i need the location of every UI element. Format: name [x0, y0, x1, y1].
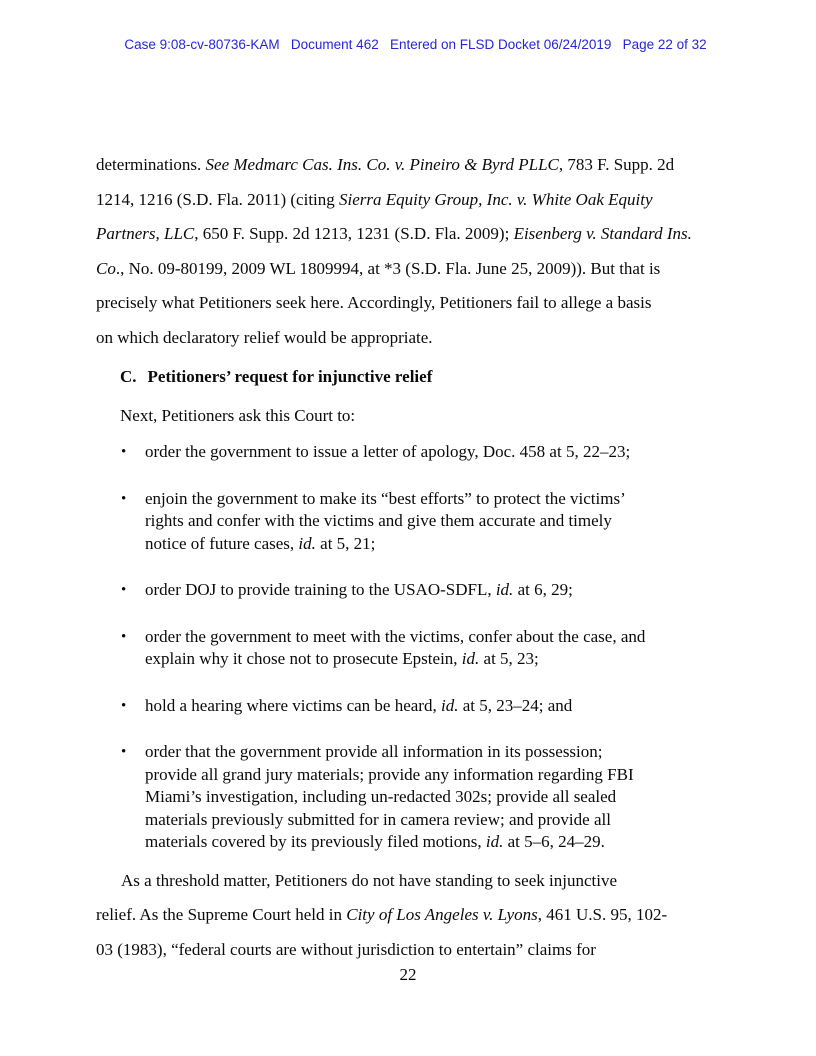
- list-item-text: order the government to meet with the victims, confer about the case, and explain why it chose not to prosecute Epstein, id. at 5, 23;: [145, 626, 646, 668]
- bullet-list: [96, 441, 720, 854]
- list-item: [96, 626, 720, 671]
- page-footer: [0, 963, 816, 987]
- bullet-icon: •: [121, 582, 127, 598]
- section-heading-label: C.: [120, 367, 137, 386]
- list-item: [96, 441, 720, 464]
- docket-header-text: Case 9:08-cv-80736-KAM Document 462 Entered on FLSD Docket 06/24/2019 Page 22 of 32: [124, 37, 707, 52]
- opening-paragraph: determinations. See Medmarc Cas. Ins. Co. v. Pineiro & Byrd PLLC, 783 F. Supp. 2d 1214, 1216 (S.D. Fla. 2011) (citing Sierra Equity Group, Inc. v. White Oak Equity Partners, LLC, 650 F. Supp. 2d 1213, 1231 (S.D. Fla. 2009); Eisenberg v. Standard Ins. Co., No. 09-80199, 2009 WL 1809994, at *3 (S.D. Fla. June 25, 2009)). But that is precisely what Petitioners seek here. Accordingly, Petitioners fail to allege a basis on which declaratory relief would be appropriate.: [96, 155, 692, 347]
- bullet-icon: •: [121, 444, 127, 460]
- closing-paragraph: As a threshold matter, Petitioners do not have standing to seek injunctive relief. As the Supreme Court held in City of Los Angeles v. Lyons, 461 U.S. 95, 102- 03 (1983), “federal courts are without jurisdiction to entertain” claims for: [96, 870, 668, 959]
- section-heading: [96, 364, 720, 390]
- section-heading-title: Petitioners’ request for injunctive relief: [147, 367, 433, 386]
- intro-line: Next, Petitioners ask this Court to:: [120, 406, 356, 425]
- list-item: [96, 579, 720, 602]
- bullet-icon: •: [121, 490, 127, 507]
- page-number: 22: [399, 965, 417, 984]
- list-item: [96, 741, 720, 854]
- bullet-icon: •: [121, 697, 127, 714]
- document-body: [96, 148, 720, 967]
- list-item-text: order DOJ to provide training to the USAO-SDFL, id. at 6, 29;: [145, 580, 573, 599]
- list-item: [96, 695, 720, 718]
- list-item-text: enjoin the government to make its “best efforts” to protect the victims’ rights and confer with the victims and give them accurate and timely notice of future cases, id. at 5, 21;: [145, 488, 626, 553]
- list-item: [96, 488, 720, 556]
- list-item-text: order the government to issue a letter of apology, Doc. 458 at 5, 22–23;: [145, 442, 631, 461]
- bullet-icon: •: [121, 744, 127, 760]
- bullet-icon: •: [121, 628, 127, 645]
- docket-header: [0, 18, 816, 72]
- list-item-text: order that the government provide all information in its possession; provide all grand jury materials; provide any information regarding FBI Miami’s investigation, including un-redacted 302s; provide all sealed materials previously submitted for in camera review; and provide all materials covered by its previously filed motions, id. at 5–6, 24–29.: [145, 742, 634, 851]
- list-item-text: hold a hearing where victims can be heard, id. at 5, 23–24; and: [145, 695, 573, 715]
